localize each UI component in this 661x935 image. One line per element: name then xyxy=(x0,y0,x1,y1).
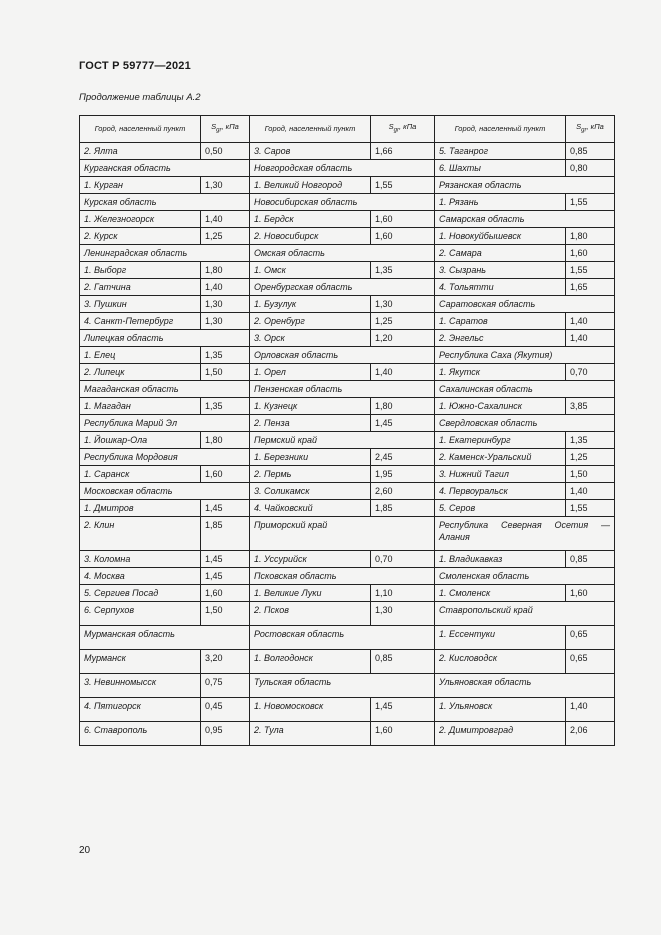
table-row xyxy=(80,296,615,313)
load-value-cell: 0,85 xyxy=(371,650,435,674)
city-cell: 2. Ялта xyxy=(80,143,201,160)
column-header-load xyxy=(566,116,615,143)
table-row xyxy=(80,602,615,626)
city-cell: 1. Дмитров xyxy=(80,500,201,517)
city-cell: 1. Екатеринбург xyxy=(435,432,566,449)
region-cell: Приморский край xyxy=(250,517,435,551)
table-row xyxy=(80,483,615,500)
city-cell: 2. Пермь xyxy=(250,466,371,483)
load-value-cell: 1,45 xyxy=(201,551,250,568)
city-cell: 3. Коломна xyxy=(80,551,201,568)
city-cell: 1. Новомосковск xyxy=(250,698,371,722)
load-value-cell: 1,60 xyxy=(371,722,435,746)
city-cell: 1. Железногорск xyxy=(80,211,201,228)
load-value-cell: 1,40 xyxy=(201,279,250,296)
region-cell: Ставропольский край xyxy=(435,602,615,626)
load-value-cell: 1,55 xyxy=(371,177,435,194)
document-header: ГОСТ Р 59777—2021 xyxy=(79,60,191,72)
region-cell: Орловская область xyxy=(250,347,435,364)
table-row xyxy=(80,568,615,585)
table-row xyxy=(80,330,615,347)
city-cell: 1. Волгодонск xyxy=(250,650,371,674)
table-row xyxy=(80,585,615,602)
city-cell: 6. Шахты xyxy=(435,160,566,177)
table-row xyxy=(80,674,615,698)
region-cell: Свердловская область xyxy=(435,415,615,432)
load-value-cell: 2,60 xyxy=(371,483,435,500)
city-cell: 5. Сергиев Посад xyxy=(80,585,201,602)
region-cell: Тульская область xyxy=(250,674,435,698)
region-cell: Курганская область xyxy=(80,160,250,177)
city-cell: 1. Березники xyxy=(250,449,371,466)
snow-load-table xyxy=(79,115,615,746)
city-cell: 3. Саров xyxy=(250,143,371,160)
city-cell: 5. Серов xyxy=(435,500,566,517)
city-cell: 4. Москва xyxy=(80,568,201,585)
table-caption: Продолжение таблицы А.2 xyxy=(79,92,201,103)
load-value-cell: 1,80 xyxy=(201,432,250,449)
column-header-load xyxy=(371,116,435,143)
load-value-cell: 0,70 xyxy=(566,364,615,381)
city-cell: 3. Нижний Тагил xyxy=(435,466,566,483)
table-row xyxy=(80,551,615,568)
load-value-cell: 1,40 xyxy=(201,211,250,228)
load-value-cell: 1,45 xyxy=(201,568,250,585)
load-value-cell: 0,65 xyxy=(566,626,615,650)
load-value-cell: 0,95 xyxy=(201,722,250,746)
region-cell: Пензенская область xyxy=(250,381,435,398)
load-value-cell: 1,55 xyxy=(566,194,615,211)
load-value-cell: 1,60 xyxy=(566,585,615,602)
region-cell: Ульяновская область xyxy=(435,674,615,698)
city-cell: 4. Пятигорск xyxy=(80,698,201,722)
load-subscript: gr xyxy=(216,127,222,134)
load-value-cell: 1,35 xyxy=(566,432,615,449)
load-value-cell: 1,85 xyxy=(371,500,435,517)
column-header-city: Город, населенный пункт xyxy=(250,116,371,143)
table-row xyxy=(80,466,615,483)
table-row xyxy=(80,228,615,245)
city-cell: Мурманск xyxy=(80,650,201,674)
table-row xyxy=(80,211,615,228)
city-cell: 5. Таганрог xyxy=(435,143,566,160)
load-value-cell: 1,60 xyxy=(201,585,250,602)
city-cell: 2. Клин xyxy=(80,517,201,551)
load-value-cell: 0,70 xyxy=(371,551,435,568)
city-cell: 1. Орел xyxy=(250,364,371,381)
city-cell: 4. Первоуральск xyxy=(435,483,566,500)
table-row xyxy=(80,381,615,398)
load-value-cell: 1,50 xyxy=(201,602,250,626)
load-value-cell: 1,85 xyxy=(201,517,250,551)
table-row xyxy=(80,398,615,415)
load-value-cell: 0,80 xyxy=(566,160,615,177)
city-cell: 2. Димитровград xyxy=(435,722,566,746)
city-cell: 1. Якутск xyxy=(435,364,566,381)
region-cell: Пермский край xyxy=(250,432,435,449)
city-cell: 2. Пенза xyxy=(250,415,371,432)
city-cell: 1. Саранск xyxy=(80,466,201,483)
load-value-cell: 0,45 xyxy=(201,698,250,722)
city-cell: 1. Великие Луки xyxy=(250,585,371,602)
load-value-cell: 1,60 xyxy=(566,245,615,262)
table-row xyxy=(80,364,615,381)
city-cell: 2. Оренбург xyxy=(250,313,371,330)
city-cell: 1. Йошкар-Ола xyxy=(80,432,201,449)
table-header-row xyxy=(80,116,615,143)
load-value-cell: 1,40 xyxy=(566,313,615,330)
load-value-cell: 1,60 xyxy=(371,211,435,228)
region-cell: Московская область xyxy=(80,483,250,500)
city-cell: 1. Саратов xyxy=(435,313,566,330)
city-cell: 4. Тольятти xyxy=(435,279,566,296)
region-cell: Омская область xyxy=(250,245,435,262)
city-cell: 3. Сызрань xyxy=(435,262,566,279)
table-row xyxy=(80,194,615,211)
region-cell: Самарская область xyxy=(435,211,615,228)
region-cell: Ленинградская область xyxy=(80,245,250,262)
region-cell: Мурманская область xyxy=(80,626,250,650)
city-cell: 6. Серпухов xyxy=(80,602,201,626)
city-cell: 3. Соликамск xyxy=(250,483,371,500)
region-cell: Рязанская область xyxy=(435,177,615,194)
city-cell: 1. Омск xyxy=(250,262,371,279)
city-cell: 1. Новокуйбышевск xyxy=(435,228,566,245)
table-row xyxy=(80,415,615,432)
region-cell: Ростовская область xyxy=(250,626,435,650)
table-row xyxy=(80,143,615,160)
region-cell: Сахалинская область xyxy=(435,381,615,398)
load-value-cell: 1,45 xyxy=(371,698,435,722)
table-row xyxy=(80,500,615,517)
table-row xyxy=(80,698,615,722)
page-number: 20 xyxy=(79,845,91,856)
city-cell: 3. Невинномысск xyxy=(80,674,201,698)
city-cell: 2. Липецк xyxy=(80,364,201,381)
region-cell: Новосибирская область xyxy=(250,194,435,211)
region-cell: Магаданская область xyxy=(80,381,250,398)
column-header-city: Город, населенный пункт xyxy=(435,116,566,143)
table-row xyxy=(80,626,615,650)
city-cell: 1. Рязань xyxy=(435,194,566,211)
load-value-cell: 1,35 xyxy=(371,262,435,279)
load-value-cell: 1,80 xyxy=(371,398,435,415)
city-cell: 3. Пушкин xyxy=(80,296,201,313)
city-cell: 1. Курган xyxy=(80,177,201,194)
city-cell: 1. Ессентуки xyxy=(435,626,566,650)
load-symbol: S xyxy=(388,122,394,132)
load-value-cell: 1,30 xyxy=(371,296,435,313)
load-value-cell: 1,40 xyxy=(371,364,435,381)
load-value-cell: 1,80 xyxy=(201,262,250,279)
load-value-cell: 1,65 xyxy=(566,279,615,296)
load-value-cell: 1,60 xyxy=(201,466,250,483)
table-row xyxy=(80,347,615,364)
table-row xyxy=(80,177,615,194)
load-unit: , кПа xyxy=(399,122,417,132)
table-row xyxy=(80,160,615,177)
load-value-cell: 1,30 xyxy=(201,313,250,330)
load-symbol: S xyxy=(211,122,217,132)
city-cell: 1. Южно-Сахалинск xyxy=(435,398,566,415)
load-value-cell: 1,66 xyxy=(371,143,435,160)
table-row xyxy=(80,650,615,674)
column-header-load xyxy=(201,116,250,143)
region-cell: Смоленская область xyxy=(435,568,615,585)
city-cell: 2. Курск xyxy=(80,228,201,245)
load-value-cell: 1,30 xyxy=(371,602,435,626)
load-subscript: gr xyxy=(393,127,400,134)
city-cell: 1. Кузнецк xyxy=(250,398,371,415)
table-row xyxy=(80,262,615,279)
load-value-cell: 1,60 xyxy=(371,228,435,245)
region-cell: Оренбургская область xyxy=(250,279,435,296)
column-header-city: Город, населенный пункт xyxy=(80,116,201,143)
load-value-cell: 1,35 xyxy=(201,347,250,364)
load-value-cell: 1,40 xyxy=(566,483,615,500)
region-cell: Республика Марий Эл xyxy=(80,415,250,432)
table-row xyxy=(80,313,615,330)
load-value-cell: 0,50 xyxy=(201,143,250,160)
region-cell: Псковская область xyxy=(250,568,435,585)
load-value-cell: 0,75 xyxy=(201,674,250,698)
table-row xyxy=(80,722,615,746)
table-row xyxy=(80,517,615,551)
load-value-cell: 1,50 xyxy=(566,466,615,483)
region-cell: Республика Саха (Якутия) xyxy=(435,347,615,364)
load-value-cell: 1,30 xyxy=(201,177,250,194)
load-symbol: S xyxy=(576,122,582,132)
region-cell: Новгородская область xyxy=(250,160,435,177)
load-value-cell: 1,45 xyxy=(371,415,435,432)
city-cell: 1. Ульяновск xyxy=(435,698,566,722)
table-row xyxy=(80,279,615,296)
city-cell: 2. Псков xyxy=(250,602,371,626)
region-cell: Липецкая область xyxy=(80,330,250,347)
table-row xyxy=(80,432,615,449)
city-cell: 2. Гатчина xyxy=(80,279,201,296)
region-cell: Республика Северная Осетия — Алания xyxy=(435,517,615,551)
load-unit: , кПа xyxy=(221,122,239,132)
city-cell: 2. Каменск-Уральский xyxy=(435,449,566,466)
city-cell: 4. Санкт-Петербург xyxy=(80,313,201,330)
load-value-cell: 1,55 xyxy=(566,500,615,517)
load-value-cell: 1,40 xyxy=(566,698,615,722)
load-value-cell: 0,85 xyxy=(566,143,615,160)
city-cell: 3. Орск xyxy=(250,330,371,347)
city-cell: 1. Смоленск xyxy=(435,585,566,602)
city-cell: 1. Владикавказ xyxy=(435,551,566,568)
load-value-cell: 2,06 xyxy=(566,722,615,746)
region-cell: Саратовская область xyxy=(435,296,615,313)
load-subscript: gr xyxy=(581,127,587,134)
city-cell: 2. Кисловодск xyxy=(435,650,566,674)
load-value-cell: 0,85 xyxy=(566,551,615,568)
load-value-cell: 2,45 xyxy=(371,449,435,466)
load-value-cell: 1,95 xyxy=(371,466,435,483)
city-cell: 1. Бердск xyxy=(250,211,371,228)
load-value-cell: 1,20 xyxy=(371,330,435,347)
city-cell: 2. Тула xyxy=(250,722,371,746)
load-value-cell: 1,25 xyxy=(201,228,250,245)
load-value-cell: 1,10 xyxy=(371,585,435,602)
city-cell: 1. Великий Новгород xyxy=(250,177,371,194)
load-value-cell: 1,25 xyxy=(371,313,435,330)
load-value-cell: 1,25 xyxy=(566,449,615,466)
city-cell: 2. Энгельс xyxy=(435,330,566,347)
city-cell: 2. Самара xyxy=(435,245,566,262)
region-cell: Курская область xyxy=(80,194,250,211)
load-value-cell: 1,50 xyxy=(201,364,250,381)
load-value-cell: 1,35 xyxy=(201,398,250,415)
load-value-cell: 3,20 xyxy=(201,650,250,674)
load-value-cell: 1,40 xyxy=(566,330,615,347)
city-cell: 1. Елец xyxy=(80,347,201,364)
region-cell: Республика Мордовия xyxy=(80,449,250,466)
load-value-cell: 3,85 xyxy=(566,398,615,415)
load-value-cell: 0,65 xyxy=(566,650,615,674)
city-cell: 6. Ставрополь xyxy=(80,722,201,746)
load-unit: , кПа xyxy=(586,122,604,132)
load-value-cell: 1,55 xyxy=(566,262,615,279)
city-cell: 1. Выборг xyxy=(80,262,201,279)
city-cell: 1. Бузулук xyxy=(250,296,371,313)
table-row xyxy=(80,245,615,262)
city-cell: 4. Чайковский xyxy=(250,500,371,517)
load-value-cell: 1,45 xyxy=(201,500,250,517)
city-cell: 1. Магадан xyxy=(80,398,201,415)
city-cell: 2. Новосибирск xyxy=(250,228,371,245)
city-cell: 1. Уссурийск xyxy=(250,551,371,568)
load-value-cell: 1,30 xyxy=(201,296,250,313)
table-row xyxy=(80,449,615,466)
load-value-cell: 1,80 xyxy=(566,228,615,245)
